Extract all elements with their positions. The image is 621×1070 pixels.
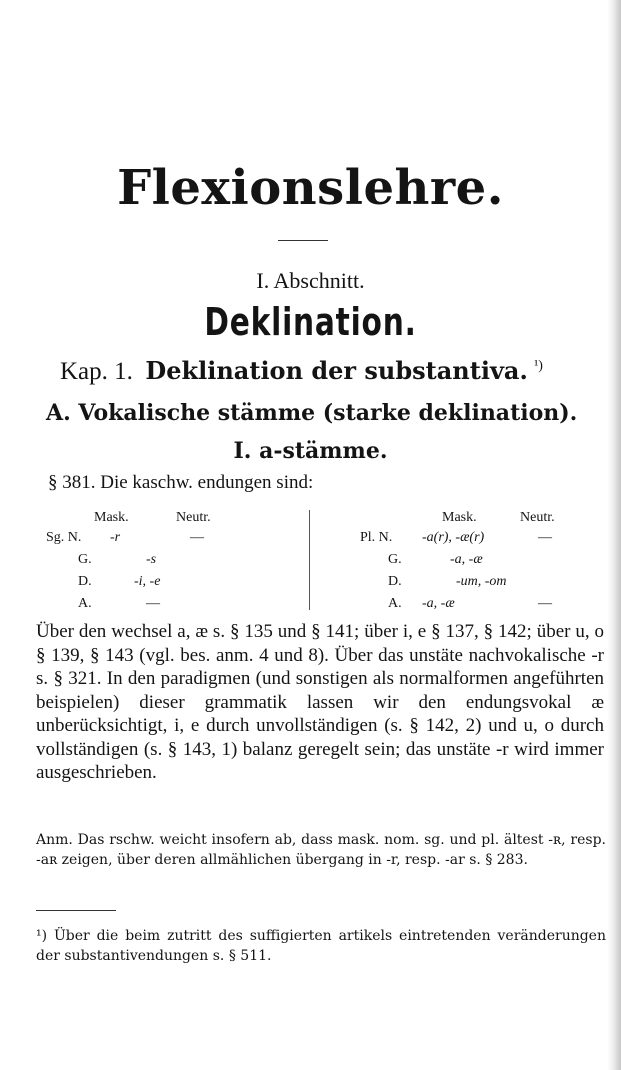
subsection-a-heading: A. Vokalische stämme (starke deklination). bbox=[46, 400, 578, 426]
header-mask: Mask. bbox=[442, 510, 477, 525]
section-title: Deklination. bbox=[204, 300, 417, 344]
annotation-note: Anm. Das rschw. weicht insofern ab, dass mask. nom. sg. und pl. ältest -ʀ, resp. -aʀ zeigen, über deren allmählichen übergang in -r, resp. -ar s. § 283. bbox=[36, 832, 606, 868]
ending-mask: -a, -æ bbox=[422, 596, 455, 611]
ending-mask: -a, -æ bbox=[450, 552, 483, 567]
header-neutr: Neutr. bbox=[176, 510, 211, 525]
case-label: A. bbox=[78, 596, 92, 611]
ending-neutr: — bbox=[538, 596, 552, 611]
chapter-title: Deklination der substantiva. bbox=[145, 356, 528, 385]
chapter-label: Kap. 1. bbox=[60, 358, 133, 385]
ending-neutr: — bbox=[190, 530, 204, 545]
ending-mask: -r bbox=[110, 530, 121, 545]
paragraph-intro: § 381. Die kaschw. endungen sind: bbox=[48, 472, 314, 493]
ending-mask: — bbox=[146, 596, 160, 611]
ending-mask: -s bbox=[146, 552, 157, 567]
header-neutr: Neutr. bbox=[520, 510, 555, 525]
ending-mask: -um, -om bbox=[456, 574, 507, 589]
footnote-rule bbox=[36, 910, 116, 911]
section-number: I. Abschnitt. bbox=[256, 268, 365, 293]
case-label: D. bbox=[388, 574, 402, 589]
case-label: Sg. N. bbox=[46, 530, 82, 545]
body-paragraph bbox=[36, 620, 604, 785]
page-title: Flexionslehre. bbox=[117, 160, 504, 216]
case-label: G. bbox=[388, 552, 402, 567]
table-divider bbox=[309, 510, 310, 610]
subsection-i-heading: I. a-stämme. bbox=[233, 438, 388, 464]
footnote: ¹) Über die beim zutritt des suffigierten artikels eintretenden veränderungen der substantivendungen s. § 511. bbox=[36, 928, 606, 964]
chapter-heading bbox=[60, 356, 543, 386]
case-label: A. bbox=[388, 596, 402, 611]
chapter-footnote-mark: ¹) bbox=[534, 358, 543, 374]
case-label: D. bbox=[78, 574, 92, 589]
ending-neutr: — bbox=[538, 530, 552, 545]
body-text: Über den wechsel a, æ s. § 135 und § 141; über i, e § 137, § 142; über u, o § 139, § 143 (vgl. bes. anm. 4 und 8). Über das unstäte nachvokalische -r s. § 321. In den paradigmen (und sonstigen als normalformen angeführten beispielen) dieser grammatik lassen wir den endungsvokal æ unberücksichtigt, i, e durch unvollständigen (s. § 142, 2) und u, o durch vollständigen (s. § 143, 1) balanz geregelt sein; das unstäte -r wird immer ausgeschrieben. bbox=[36, 621, 604, 783]
ending-mask: -a(r), -æ(r) bbox=[422, 530, 485, 545]
page-edge-shadow bbox=[607, 0, 621, 1070]
ending-mask: -i, -e bbox=[134, 574, 161, 589]
case-label: G. bbox=[78, 552, 92, 567]
header-mask: Mask. bbox=[94, 510, 129, 525]
case-label: Pl. N. bbox=[360, 530, 393, 545]
title-rule bbox=[278, 240, 328, 241]
